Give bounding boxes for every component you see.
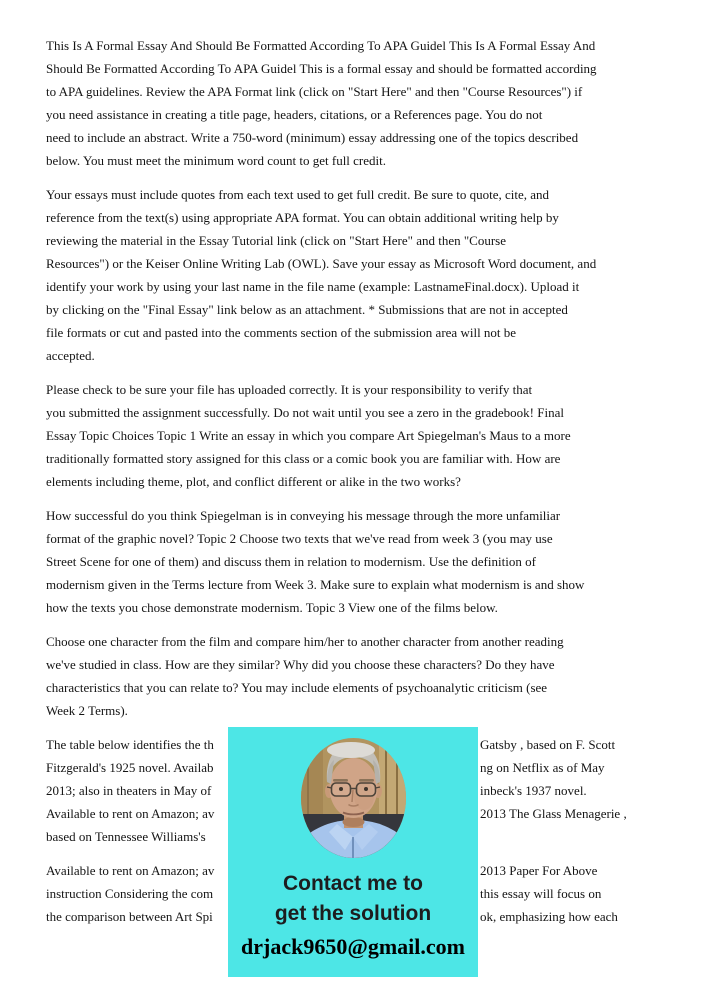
text-fragment-right: inbeck's 1937 novel. xyxy=(480,783,587,798)
text-line: How successful do you think Spiegelman is in conveying his message through the more unfamiliar xyxy=(46,508,561,523)
text-fragment-right: ng on Netflix as of May xyxy=(480,760,605,775)
contact-message xyxy=(275,869,431,929)
text-line: reviewing the material in the Essay Tutorial link (click on "Start Here" and then "Course xyxy=(46,233,506,248)
contact-message-line1: Contact me to xyxy=(282,872,423,895)
text-fragment-left: The table below identifies the th xyxy=(46,737,214,752)
text-line: below. You must meet the minimum word count to get full credit. xyxy=(46,153,387,168)
contact-overlay xyxy=(228,727,478,977)
text-line: Street Scene for one of them) and discuss them in relation to modernism. Use the definition of xyxy=(46,554,536,569)
text-line: you need assistance in creating a title page, headers, citations, or a References page. You do not xyxy=(46,107,543,122)
text-fragment-left: the comparison between Art Spi xyxy=(46,909,213,924)
text-line: elements including theme, plot, and conflict different or alike in the two works? xyxy=(46,474,461,489)
text-line: Week 2 Terms). xyxy=(46,703,128,718)
text-fragment-left: Fitzgerald's 1925 novel. Availab xyxy=(46,760,214,775)
text-fragment-left: Available to rent on Amazon; av xyxy=(46,806,215,821)
text-line: Your essays must include quotes from each text used to get full credit. Be sure to quote, cite, and xyxy=(46,187,550,202)
text-line: Should Be Formatted According To APA Guidel This is a formal essay and should be formatted according xyxy=(46,61,597,76)
text-line: traditionally formatted story assigned for this class or a comic book you are familiar with. How are xyxy=(46,451,561,466)
text-line: modernism given in the Terms lecture from Week 3. Make sure to explain what modernism is and show xyxy=(46,577,585,592)
paragraph xyxy=(46,630,666,722)
text-line: file formats or cut and pasted into the comments section of the submission area will not be xyxy=(46,325,517,340)
contact-message-line2: get the solution xyxy=(274,902,432,925)
text-line: accepted. xyxy=(46,348,95,363)
text-line: Choose one character from the film and compare him/her to another character from another reading xyxy=(46,634,564,649)
paragraph xyxy=(46,34,666,172)
text-line: you submitted the assignment successfully. Do not wait until you see a zero in the gradebook! Final xyxy=(46,405,564,420)
text-line: format of the graphic novel? Topic 2 Choose two texts that we've read from week 3 (you may use xyxy=(46,531,553,546)
text-fragment-right: 2013 Paper For Above xyxy=(480,863,598,878)
text-line: identify your work by using your last name in the file name (example: LastnameFinal.docx). Upload it xyxy=(46,279,580,294)
text-line: how the texts you chose demonstrate modernism. Topic 3 View one of the films below. xyxy=(46,600,498,615)
text-fragment-right: this essay will focus on xyxy=(480,886,602,901)
text-fragment-right: 2013 The Glass Menagerie , xyxy=(480,806,627,821)
contact-email: drjack9650@gmail.com xyxy=(241,934,465,959)
text-fragment-left: 2013; also in theaters in May of xyxy=(46,783,212,798)
text-line: we've studied in class. How are they similar? Why did you choose these characters? Do they have xyxy=(46,657,555,672)
text-line: by clicking on the "Final Essay" link below as an attachment. * Submissions that are not in accepted xyxy=(46,302,568,317)
paragraph xyxy=(46,504,666,619)
paragraph xyxy=(46,378,666,493)
text-line: to APA guidelines. Review the APA Format link (click on "Start Here" and then "Course Resources") if xyxy=(46,84,583,99)
text-line: Resources") or the Keiser Online Writing Lab (OWL). Save your essay as Microsoft Word document, and xyxy=(46,256,597,271)
portrait-photo xyxy=(301,738,406,858)
text-fragment-left: instruction Considering the com xyxy=(46,886,214,901)
paragraph xyxy=(46,183,666,367)
text-fragment-left: based on Tennessee Williams's xyxy=(46,829,206,844)
text-line: This Is A Formal Essay And Should Be Formatted According To APA Guidel This Is A Formal Essay And xyxy=(46,38,596,53)
text-fragment-left: Available to rent on Amazon; av xyxy=(46,863,215,878)
text-line: need to include an abstract. Write a 750-word (minimum) essay addressing one of the topics described xyxy=(46,130,579,145)
text-fragment-right: Gatsby , based on F. Scott xyxy=(480,737,616,752)
text-line: characteristics that you can relate to? You may include elements of psychoanalytic criticism (see xyxy=(46,680,548,695)
text-fragment-right: ok, emphasizing how each xyxy=(480,909,618,924)
text-line: Essay Topic Choices Topic 1 Write an essay in which you compare Art Spiegelman's Maus to a more xyxy=(46,428,571,443)
text-line: Please check to be sure your file has uploaded correctly. It is your responsibility to verify that xyxy=(46,382,533,397)
text-line: reference from the text(s) using appropriate APA format. You can obtain additional writing help by xyxy=(46,210,559,225)
